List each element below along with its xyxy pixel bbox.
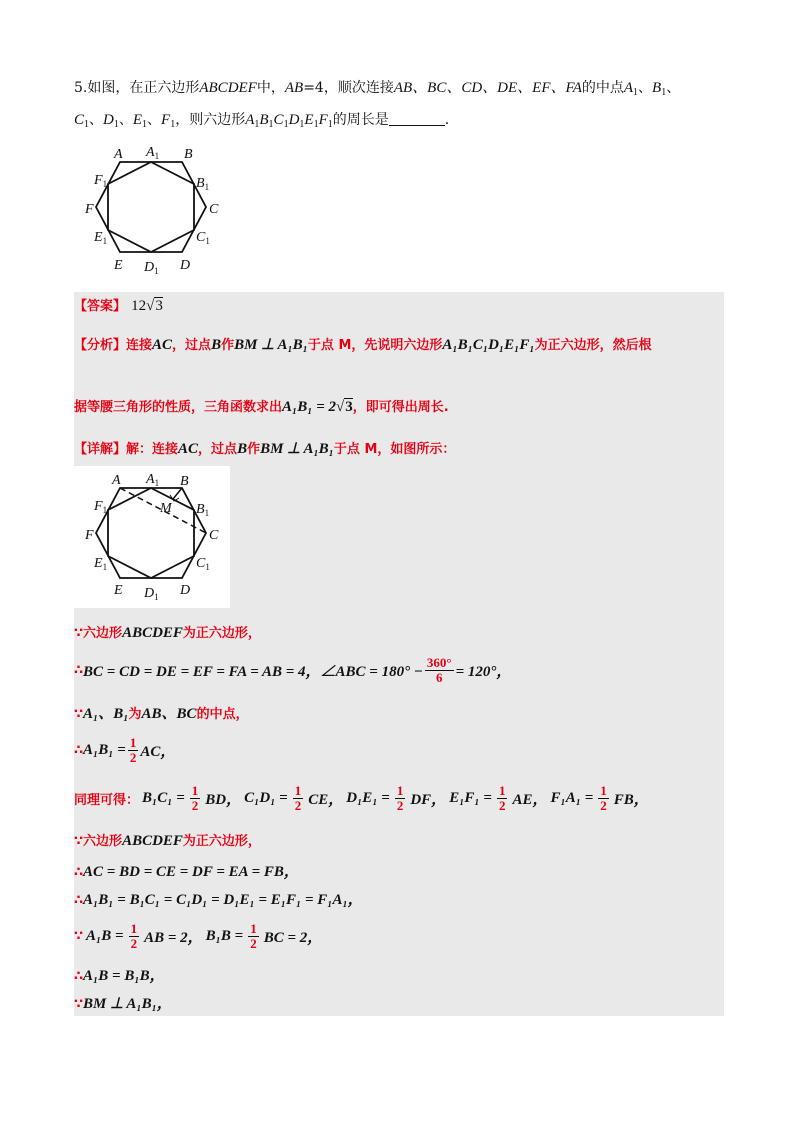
answer-row: 【答案】 12√3 <box>74 298 163 314</box>
fraction-half <box>248 922 259 951</box>
label-e: E <box>114 258 123 273</box>
detail-text: 作 <box>247 442 261 457</box>
a1b1-value: A₁B₁ = 2 <box>282 399 337 415</box>
segment-fb: FB， <box>613 791 649 808</box>
perpendicular-bm: BM ⊥ A₁B₁ <box>260 441 334 457</box>
label-b1: $B_1$ <box>196 502 210 518</box>
fraction-half <box>190 784 201 813</box>
step-11 <box>74 992 172 1013</box>
outer-hexagon <box>96 162 206 252</box>
step-text: 为 <box>128 707 142 722</box>
fraction-360-6 <box>425 656 454 685</box>
question-line-1: 5.如图，在正六边形ABCDEF中，AB=4，顺次连接AB、BC、CD、DE、EF、FA的中点$A_1$、$B_1$、 <box>74 80 681 98</box>
step-9 <box>74 918 322 954</box>
analysis-text: ，过点 <box>172 338 212 353</box>
label-e: E <box>114 583 123 598</box>
outer-hexagon <box>96 488 206 578</box>
fraction-numerator: 1 <box>250 920 257 936</box>
therefore-symbol: ∴ <box>74 969 84 984</box>
label-d1: $D_1$ <box>144 586 159 602</box>
label-d1: $D_1$ <box>144 260 159 274</box>
fraction-numerator: 1 <box>191 782 199 798</box>
question-text: ，则六边形 <box>175 112 246 128</box>
segments: AB、BC <box>141 706 197 722</box>
label-c: C <box>209 528 219 543</box>
question-text: 的中点 <box>581 80 624 96</box>
analysis-text: 作 <box>221 338 235 353</box>
fraction-denominator: 2 <box>294 797 302 813</box>
because-symbol: ∵ <box>74 834 84 849</box>
answer-blank <box>389 111 445 126</box>
b1c1: B₁C₁ = <box>142 789 185 806</box>
segment-ac: AC， <box>140 743 176 760</box>
label-b: B <box>184 147 193 162</box>
fraction-half <box>497 784 508 813</box>
analysis-text: 于点 M，先说明六边形 <box>307 338 443 353</box>
fraction-denominator: 2 <box>129 749 137 765</box>
label-f: F <box>85 202 94 217</box>
label-a: A <box>114 147 123 162</box>
inner-hexagon <box>108 162 194 252</box>
step-text: 六边形 <box>83 834 123 849</box>
segment-list: AB、BC、CD、DE、EF、FA <box>393 80 582 96</box>
analysis-line-2: 据等腰三角形的性质，三角函数求出A₁B₁ = 2√3，即可得出周长. <box>74 399 449 415</box>
detail-text: 解：连接 <box>126 442 179 457</box>
step-3 <box>74 702 249 723</box>
question-text: 如图，在正六边形 <box>87 80 200 96</box>
therefore-symbol: ∴ <box>74 865 84 880</box>
label-b: B <box>180 474 189 489</box>
label-f1: $F_1$ <box>94 173 108 189</box>
step-6 <box>74 830 261 850</box>
ab-value: =4 <box>303 80 324 96</box>
inner-hexagon <box>108 488 194 578</box>
similarly-label: 同理可得： <box>74 792 140 808</box>
point-d1: $D_1$ <box>103 112 119 130</box>
step-text: 六边形 <box>83 626 123 641</box>
question-period: . <box>444 112 450 128</box>
point-c1: $C_1$ <box>74 112 90 130</box>
fraction-half <box>395 784 406 813</box>
midpoints: A₁、B₁ <box>83 706 129 722</box>
point-a1: $A_1$ <box>623 80 639 98</box>
a1b: A₁B = <box>86 927 124 944</box>
label-d: D <box>180 258 191 273</box>
segment-ce: CE， <box>308 791 344 808</box>
bc-half: BC = 2， <box>263 929 323 946</box>
detail-text: ，过点 <box>198 442 238 457</box>
segment-df: DF， <box>410 791 447 808</box>
fraction-denominator: 2 <box>600 797 607 813</box>
because-symbol: ∵ <box>74 928 84 944</box>
label-c1: $C_1$ <box>196 230 210 246</box>
point-b: B <box>211 337 222 353</box>
a1b-equals-b1b: A₁B = B₁B， <box>83 968 165 984</box>
label-e1: $E_1$ <box>94 556 108 572</box>
a1b1-root: 3 <box>345 399 353 415</box>
therefore-symbol: ∴ <box>74 742 84 758</box>
because-symbol: ∵ <box>74 626 84 641</box>
analysis-text: ，即可得出周长. <box>352 400 449 415</box>
fraction-denominator: 2 <box>498 797 506 813</box>
fraction-half <box>129 922 140 951</box>
fraction-numerator: 1 <box>130 920 138 936</box>
hexagon-name: ABCDEF <box>122 625 183 641</box>
hexagon-name: ABCDEF <box>122 833 183 849</box>
step-10 <box>74 964 165 985</box>
answer-value: 12 <box>131 298 147 314</box>
step-8 <box>74 888 363 909</box>
step-2 <box>74 652 511 688</box>
analysis-label: 【分析】 <box>74 338 127 353</box>
ab-symbol: AB <box>284 80 304 96</box>
point-f1: $F_1$ <box>161 112 176 130</box>
diagonal-equality: AC = BD = CE = DF = EA = FB， <box>83 864 299 880</box>
fraction-numerator: 1 <box>129 734 137 750</box>
fraction-numerator: 1 <box>498 782 506 798</box>
perpendicular-bm: BM ⊥ A₁B₁ <box>234 337 308 353</box>
fraction-numerator: 360° <box>426 654 452 670</box>
label-d: D <box>180 583 191 598</box>
segment-ac: AC <box>152 337 173 353</box>
analysis-text: 为正六边形，然后根 <box>534 338 652 353</box>
hexagon-name: ABCDEF <box>199 80 257 96</box>
detail-text: 于点 M，如图所示： <box>333 442 456 457</box>
step-1 <box>74 622 261 642</box>
fraction-half <box>293 784 304 813</box>
fraction-half <box>128 736 139 765</box>
label-f1: $F_1$ <box>94 499 108 515</box>
label-m: M <box>160 501 172 516</box>
therefore-symbol: ∴ <box>74 662 84 678</box>
segment-ac: AC <box>178 441 199 457</box>
fraction-denominator: 6 <box>436 669 443 685</box>
step-text: 为正六边形， <box>182 626 261 641</box>
detail-label: 【详解】 <box>74 442 127 457</box>
step-5 <box>74 780 649 816</box>
inner-hexagon-name: $A_1B_1C_1D_1E_1F_1$ <box>245 112 333 130</box>
fraction-numerator: 1 <box>600 782 607 798</box>
step-4 <box>74 732 175 768</box>
fraction-denominator: 2 <box>191 797 199 813</box>
because-symbol: ∵ <box>74 997 84 1012</box>
label-f: F <box>85 528 94 543</box>
question-line-2: $C_1$、$D_1$、$E_1$、$F_1$，则六边形$A_1B_1C_1D_1E_1F_1$的周长是 . <box>74 112 450 130</box>
label-e1: $E_1$ <box>94 230 108 246</box>
label-a1: $A_1$ <box>146 472 160 488</box>
step-7 <box>74 860 299 881</box>
inner-side-equality: A₁B₁ = B₁C₁ = C₁D₁ = D₁E₁ = E₁F₁ = F₁A₁， <box>83 892 363 908</box>
label-c: C <box>209 202 219 217</box>
label-a: A <box>112 473 121 488</box>
fraction-numerator: 1 <box>396 782 404 798</box>
step-text: 的中点， <box>196 707 249 722</box>
analysis-line-1 <box>74 334 724 354</box>
fraction-denominator: 2 <box>130 935 138 951</box>
hexagon-figure <box>84 140 224 274</box>
inner-hexagon-name: A₁B₁C₁D₁E₁F₁ <box>442 337 535 353</box>
analysis-text: 据等腰三角形的性质，三角函数求出 <box>74 400 283 415</box>
a1b1: A₁B₁ = <box>83 741 126 758</box>
detail-hexagon-figure <box>84 470 224 604</box>
fraction-half <box>598 784 609 813</box>
angle-result: = 120°， <box>455 663 512 680</box>
label-b1: $B_1$ <box>196 176 210 192</box>
d1e1: D₁E₁ = <box>346 789 390 806</box>
question-text: 的周长是 <box>332 112 389 128</box>
answer-root: 3 <box>155 298 163 314</box>
label-a1: $A_1$ <box>146 145 160 161</box>
segment-bm <box>173 488 182 499</box>
step-text: 为正六边形， <box>182 834 261 849</box>
side-equality: BC = CD = DE = EF = FA = AB = 4，∠ABC = 180° − <box>83 663 423 680</box>
because-symbol: ∵ <box>74 707 84 722</box>
point-b1: $B_1$ <box>652 80 667 98</box>
therefore-symbol: ∴ <box>74 893 84 908</box>
question-number: 5. <box>74 80 88 96</box>
f1a1: F₁A₁ = <box>550 789 594 806</box>
c1d1: C₁D₁ = <box>244 789 288 806</box>
b1b: B₁B = <box>205 927 244 944</box>
segment-bd: BD， <box>205 791 242 808</box>
question-text: ，顺次连接 <box>323 80 394 96</box>
e1f1: E₁F₁ = <box>449 789 492 806</box>
fraction-numerator: 1 <box>294 782 302 798</box>
fraction-denominator: 2 <box>250 935 257 951</box>
question-text: 中， <box>256 80 285 96</box>
point-b: B <box>237 441 248 457</box>
answer-label: 【答案】 <box>74 299 127 314</box>
detail-line <box>74 438 724 458</box>
point-e1: $E_1$ <box>132 112 148 130</box>
label-c1: $C_1$ <box>196 556 210 572</box>
fraction-denominator: 2 <box>396 797 404 813</box>
segment-ae: AE， <box>512 791 548 808</box>
ab-half: AB = 2， <box>144 929 203 946</box>
analysis-text: 连接 <box>126 338 153 353</box>
bm-perpendicular: BM ⊥ A₁B₁， <box>83 996 172 1012</box>
